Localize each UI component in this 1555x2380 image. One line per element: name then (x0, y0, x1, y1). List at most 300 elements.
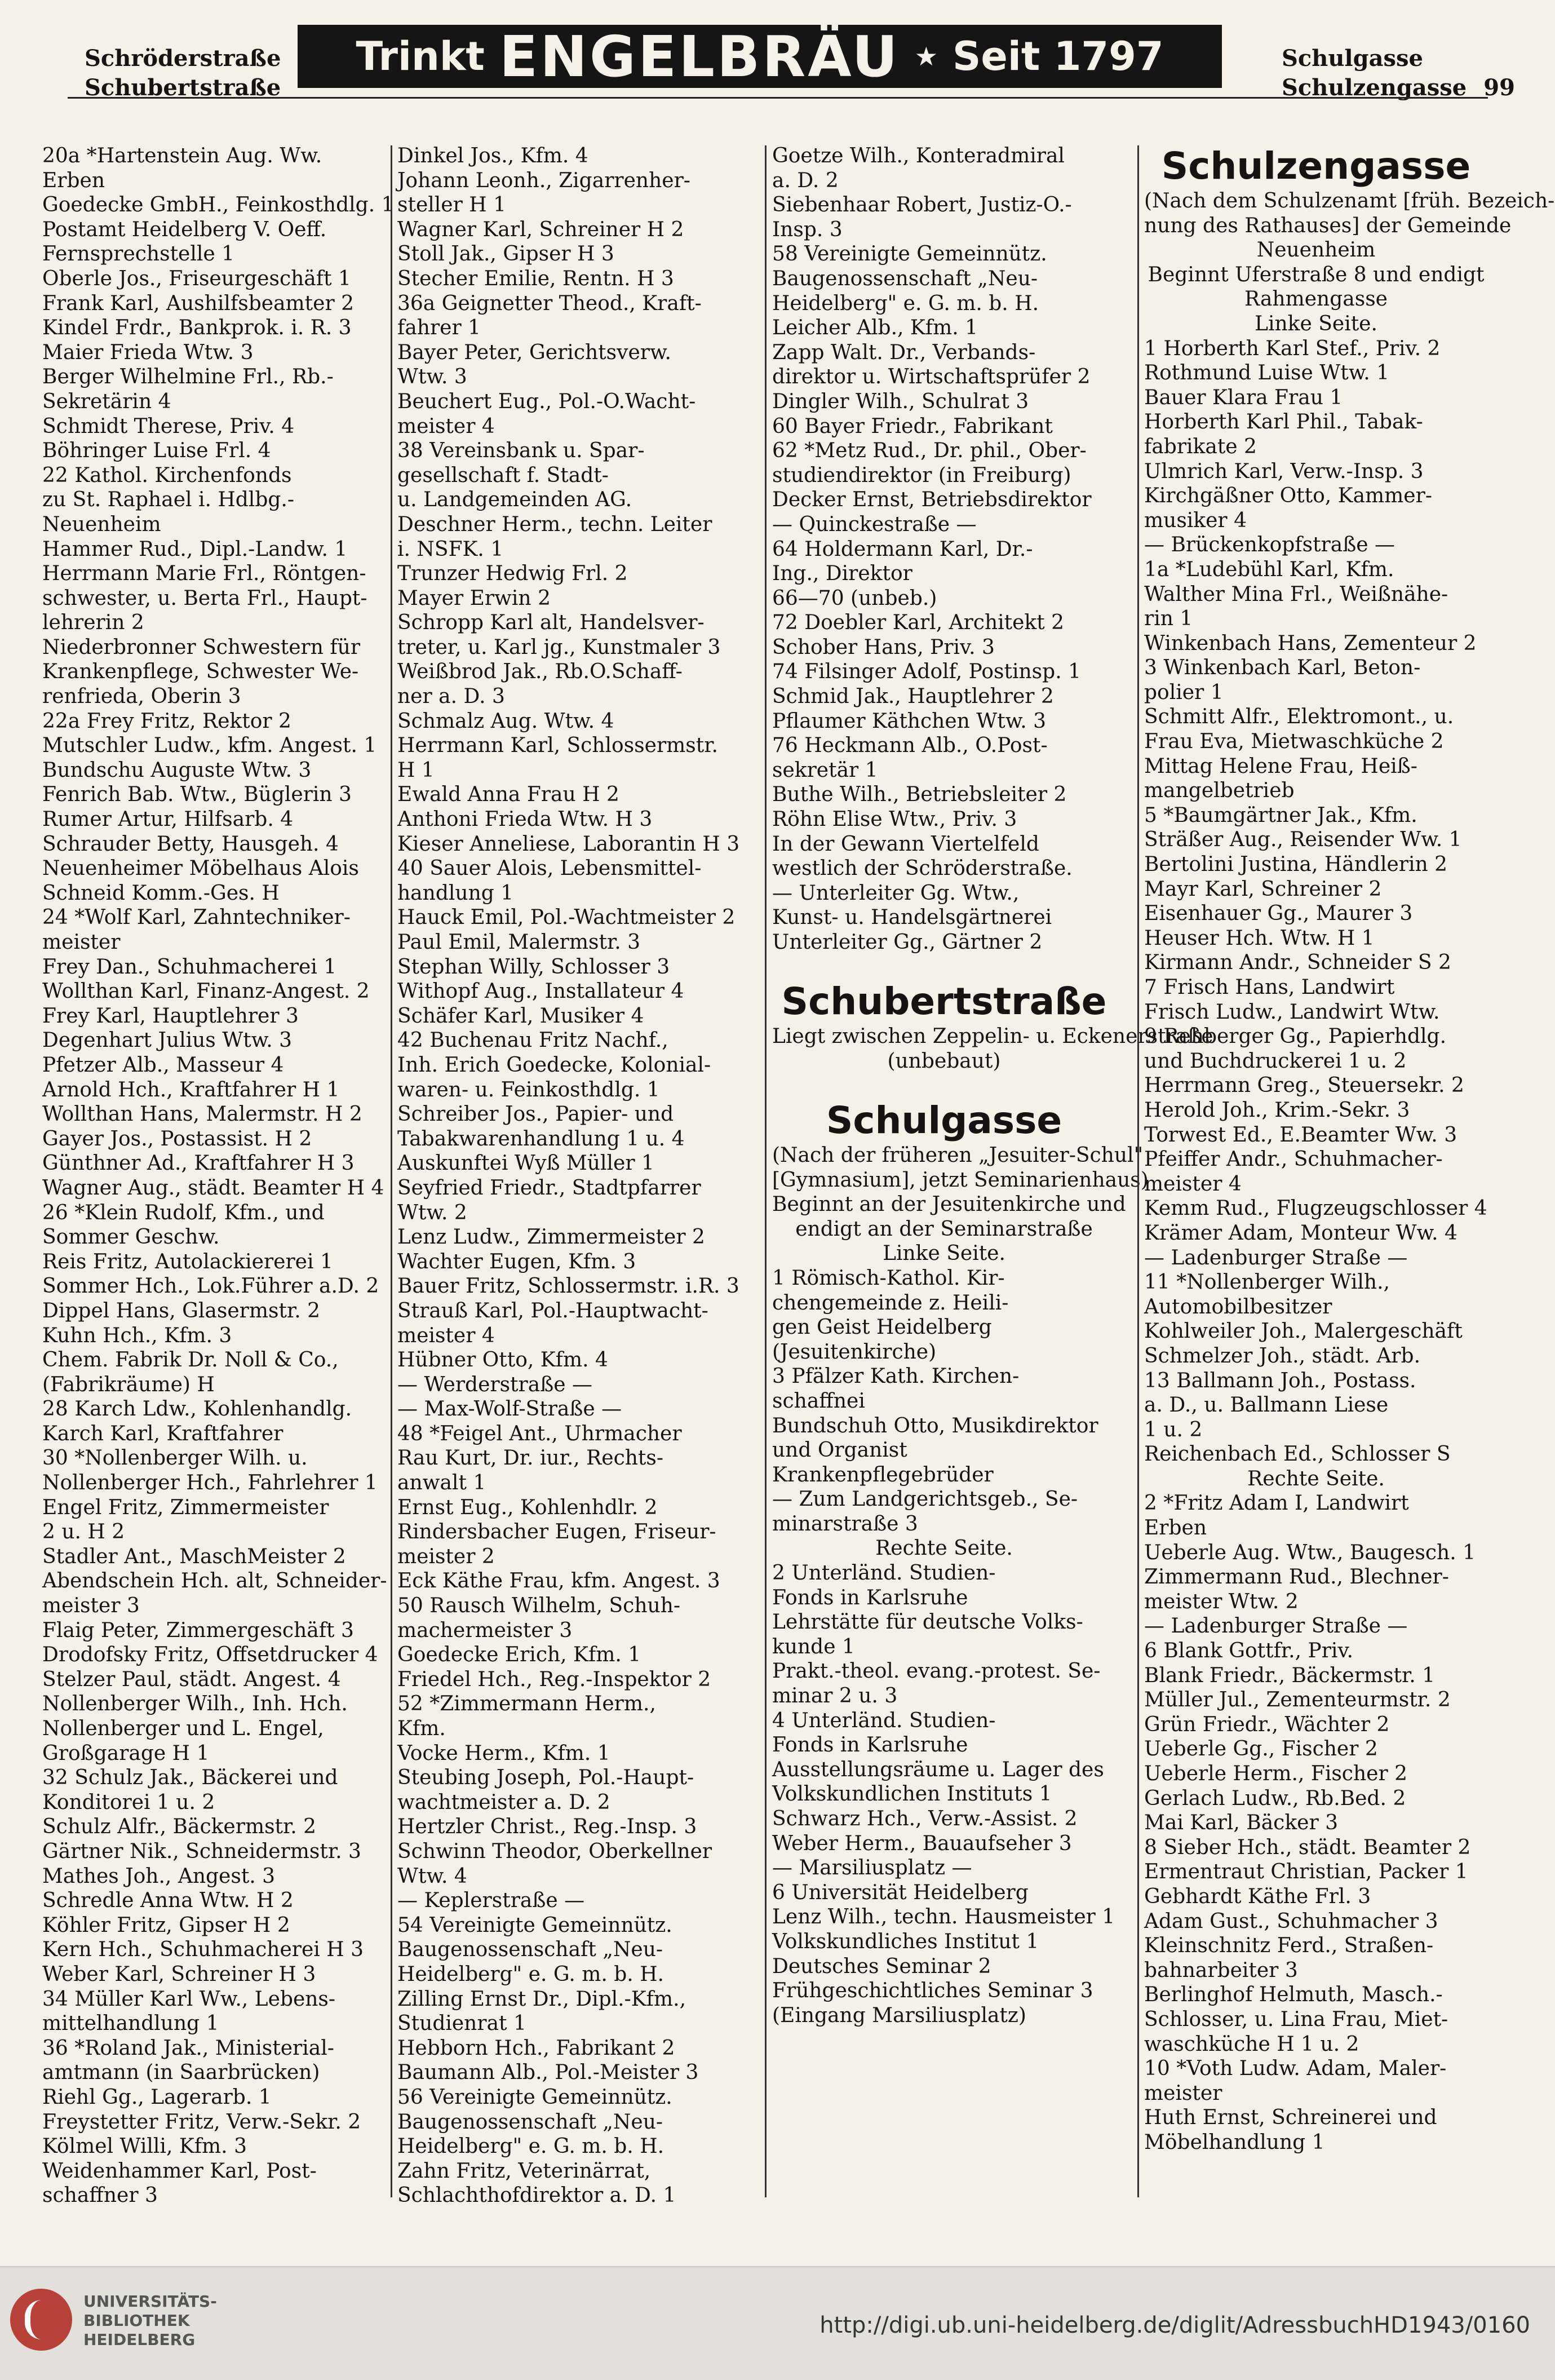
directory-entry: sekretär 1 (772, 758, 878, 782)
directory-entry: Reis Fritz, Autolackiererei 1 (42, 1250, 333, 1273)
directory-entry: Winkenbach Hans, Zementeur 2 (1144, 631, 1477, 655)
directory-entry: 54 Vereinigte Gemeinnütz. (397, 1913, 672, 1937)
directory-entry: Leicher Alb., Kfm. 1 (772, 316, 978, 340)
advertisement-banner (298, 25, 1222, 88)
directory-entry: (Eingang Marsiliusplatz) (772, 2003, 1026, 2027)
directory-entry: 20a *Hartenstein Aug. Ww. (42, 144, 322, 167)
directory-entry: Zahn Fritz, Veterinärrat, (397, 2159, 651, 2183)
directory-entry: bahnarbeiter 3 (1144, 1958, 1298, 1982)
directory-entry: Zimmermann Rud., Blechner- (1144, 1565, 1449, 1589)
directory-entry: Adam Gust., Schuhmacher 3 (1144, 1909, 1438, 1933)
directory-entry: Heidelberg" e. G. m. b. H. (397, 1962, 664, 1986)
directory-entry: Wtw. 3 (397, 365, 467, 389)
section-note: Liegt zwischen Zeppelin- u. Eckenerstraße (772, 1025, 1213, 1049)
directory-entry: Eck Käthe Frau, kfm. Angest. 3 (397, 1569, 720, 1593)
directory-entry: fahrer 1 (397, 316, 481, 340)
directory-entry: Röhn Elise Wtw., Priv. 3 (772, 808, 1017, 831)
directory-entry: Ermentraut Christian, Packer 1 (1144, 1860, 1468, 1884)
directory-entry: Fonds in Karlsruhe (772, 1733, 968, 1757)
directory-entry: 34 Müller Karl Ww., Lebens- (42, 1987, 336, 2011)
directory-entry (772, 955, 1116, 980)
directory-entry: Sommer Geschw. (42, 1226, 220, 1249)
directory-entry: 42 Buchenau Fritz Nachf., (397, 1029, 668, 1052)
directory-entry: a. D. 2 (772, 169, 839, 192)
running-header-left (85, 44, 281, 103)
directory-entry: renfrieda, Oberin 3 (42, 685, 241, 709)
directory-entry: Kohlweiler Joh., Malergeschäft (1144, 1320, 1463, 1343)
directory-entry: Hebborn Hch., Fabrikant 2 (397, 2036, 675, 2060)
directory-entry: Tabakwarenhandlung 1 u. 4 (397, 1127, 685, 1151)
directory-entry: 1a *Ludebühl Karl, Kfm. (1144, 558, 1394, 581)
directory-entry: Seyfried Friedr., Stadtpfarrer (397, 1176, 701, 1200)
directory-column-2 (397, 144, 741, 2208)
directory-entry: Pfeiffer Andr., Schuhmacher- (1144, 1148, 1443, 1171)
directory-entry: Studienrat 1 (397, 2012, 526, 2036)
directory-entry: mangelbetrieb (1144, 779, 1295, 803)
directory-entry: Herrmann Greg., Steuersekr. 2 (1144, 1074, 1464, 1098)
directory-entry: steller H 1 (397, 193, 506, 217)
directory-entry: handlung 1 (397, 881, 514, 905)
directory-entry: — Unterleiter Gg. Wtw., (772, 881, 1020, 905)
directory-entry: Strauß Karl, Pol.-Hauptwacht- (397, 1299, 708, 1322)
directory-entry: Goetze Wilh., Konteradmiral (772, 144, 1065, 167)
directory-entry: Goedecke Erich, Kfm. 1 (397, 1643, 641, 1667)
directory-entry: fabrikate 2 (1144, 435, 1257, 458)
directory-entry: treter, u. Karl jg., Kunstmaler 3 (397, 635, 721, 659)
directory-entry: Paul Emil, Malermstr. 3 (397, 931, 641, 954)
directory-entry: Stephan Willy, Schlosser 3 (397, 955, 670, 979)
directory-entry: Mai Karl, Bäcker 3 (1144, 1811, 1339, 1835)
directory-entry: Friedel Hch., Reg.-Inspektor 2 (397, 1667, 711, 1691)
directory-entry: Heidelberg" e. G. m. b. H. (772, 291, 1039, 315)
directory-entry: Hauck Emil, Pol.-Wachtmeister 2 (397, 906, 736, 930)
directory-entry: Rindersbacher Eugen, Friseur- (397, 1520, 716, 1544)
directory-entry: Ernst Eug., Kohlenhdlr. 2 (397, 1496, 658, 1519)
directory-entry: Weber Karl, Schreiner H 3 (42, 1962, 316, 1986)
directory-entry: Trunzer Hedwig Frl. 2 (397, 562, 628, 586)
directory-entry: direktor u. Wirtschaftsprüfer 2 (772, 365, 1091, 389)
section-note: Rechte Seite. (1247, 1467, 1385, 1490)
directory-entry: Niederbronner Schwestern für (42, 635, 361, 659)
directory-entry: waren- u. Feinkosthdlg. 1 (397, 1078, 660, 1101)
directory-entry: Siebenhaar Robert, Justiz-O.- (772, 193, 1072, 217)
directory-entry: Berger Wilhelmine Frl., Rb.- (42, 365, 334, 389)
directory-entry: Schlosser, u. Lina Frau, Miet- (1144, 2007, 1448, 2031)
section-note: [Gymnasium], jetzt Seminarienhaus) (772, 1168, 1149, 1192)
directory-entry: wachtmeister a. D. 2 (397, 1790, 610, 1814)
directory-entry: Volkskundlichen Instituts 1 (772, 1782, 1052, 1806)
directory-entry: Nollenberger Wilh., Inh. Hch. (42, 1692, 348, 1716)
directory-entry: In der Gewann Viertelfeld (772, 832, 1039, 856)
running-header-right (1282, 44, 1515, 103)
directory-entry: Automobilbesitzer (1144, 1295, 1332, 1319)
directory-entry: Lenz Wilh., techn. Hausmeister 1 (772, 1905, 1115, 1929)
directory-entry: 56 Vereinigte Gemeinnütz. (397, 2085, 672, 2109)
directory-entry: Erben (42, 169, 105, 192)
directory-entry: 24 *Wolf Karl, Zahntechniker- (42, 906, 351, 930)
directory-entry: Degenhart Julius Wtw. 3 (42, 1029, 293, 1052)
directory-entry: 3 Pfälzer Kath. Kirchen- (772, 1365, 1020, 1388)
directory-entry: 36a Geignetter Theod., Kraft- (397, 291, 702, 315)
directory-entry: meister 4 (397, 414, 495, 438)
directory-entry: Walther Mina Frl., Weißnähe- (1144, 582, 1448, 606)
directory-entry: 64 Holdermann Karl, Dr.- (772, 537, 1033, 561)
directory-entry: 4 Unterländ. Studien- (772, 1709, 996, 1732)
directory-entry: Decker Ernst, Betriebsdirektor (772, 488, 1092, 512)
directory-entry: Ing., Direktor (772, 562, 912, 586)
directory-entry: u. Landgemeinden AG. (397, 488, 632, 512)
directory-entry: 28 Karch Ldw., Kohlenhandlg. (42, 1397, 352, 1421)
permalink-url[interactable]: http://digi.ub.uni-heidelberg.de/diglit/AdressbuchHD1943/0160 (819, 2312, 1530, 2338)
directory-entry: 38 Vereinsbank u. Spar- (397, 439, 645, 463)
directory-entry: Chem. Fabrik Dr. Noll & Co., (42, 1348, 339, 1372)
header-rule (68, 97, 1488, 99)
directory-entry: 76 Heckmann Alb., O.Post- (772, 734, 1048, 758)
directory-entry: Kleinschnitz Ferd., Straßen- (1144, 1934, 1434, 1958)
directory-entry: Dippel Hans, Glasermstr. 2 (42, 1299, 320, 1322)
directory-entry: Pflaumer Käthchen Wtw. 3 (772, 709, 1047, 733)
directory-entry: Karch Karl, Kraftfahrer (42, 1422, 283, 1445)
header-street-2: Schubertstraße (85, 74, 281, 101)
directory-entry: Nollenberger Hch., Fahrlehrer 1 (42, 1471, 378, 1495)
directory-entry: Schulz Alfr., Bäckermstr. 2 (42, 1815, 317, 1839)
directory-entry: Schreiber Jos., Papier- und (397, 1103, 674, 1126)
directory-entry: Mutschler Ludw., kfm. Angest. 1 (42, 734, 377, 758)
directory-entry: Kieser Anneliese, Laborantin H 3 (397, 832, 740, 856)
directory-entry: Hammer Rud., Dipl.-Landw. 1 (42, 537, 348, 561)
directory-entry (772, 1073, 1116, 1098)
directory-entry: Kemm Rud., Flugzeugschlosser 4 (1144, 1197, 1487, 1220)
directory-entry: Rumer Artur, Hilfsarb. 4 (42, 808, 294, 831)
directory-entry: 50 Rausch Wilhelm, Schuh- (397, 1594, 681, 1618)
header-street-3: Schulgasse (1282, 45, 1423, 72)
section-note: Neuenheim (1256, 238, 1376, 262)
directory-entry: studiendirektor (in Freiburg) (772, 463, 1071, 487)
directory-entry: Schmidt Therese, Priv. 4 (42, 414, 295, 438)
directory-entry: 62 *Metz Rud., Dr. phil., Ober- (772, 439, 1087, 463)
directory-entry: Schlachthofdirektor a. D. 1 (397, 2184, 676, 2208)
directory-entry: Schmid Jak., Hauptlehrer 2 (772, 685, 1054, 709)
directory-entry: anwalt 1 (397, 1471, 486, 1495)
directory-entry: Fernsprechstelle 1 (42, 242, 235, 266)
directory-entry: Ueberle Aug. Wtw., Baugesch. 1 (1144, 1541, 1476, 1564)
directory-entry: — Werderstraße — (397, 1373, 592, 1396)
directory-entry: Böhringer Luise Frl. 4 (42, 439, 271, 463)
directory-entry: kunde 1 (772, 1635, 855, 1658)
directory-entry: 10 *Voth Ludw. Adam, Maler- (1144, 2057, 1447, 2081)
section-note: nung des Rathauses] der Gemeinde (1144, 214, 1512, 237)
directory-entry: Zilling Ernst Dr., Dipl.-Kfm., (397, 1987, 686, 2011)
library-name-line: UNIVERSITÄTS- (83, 2292, 217, 2311)
directory-entry: Prakt.-theol. evang.-protest. Se- (772, 1660, 1101, 1683)
directory-entry: Kern Hch., Schuhmacherei H 3 (42, 1938, 364, 1962)
directory-entry: 30 *Nollenberger Wilh. u. (42, 1446, 308, 1470)
directory-entry: Wollthan Hans, Malermstr. H 2 (42, 1103, 362, 1126)
directory-entry: Wachter Eugen, Kfm. 3 (397, 1250, 636, 1273)
directory-entry: Ausstellungsräume u. Lager des (772, 1758, 1104, 1781)
directory-entry: Bayer Peter, Gerichtsverw. (397, 340, 671, 364)
directory-entry: Frau Eva, Mietwaschküche 2 (1144, 730, 1444, 754)
library-footer (0, 2266, 1555, 2380)
directory-entry: Rothmund Luise Wtw. 1 (1144, 361, 1390, 385)
directory-entry: Weißbrod Jak., Rb.O.Schaff- (397, 660, 683, 684)
directory-entry: 2 u. H 2 (42, 1520, 125, 1544)
directory-entry: Deschner Herm., techn. Leiter (397, 512, 712, 536)
directory-entry: polier 1 (1144, 680, 1224, 704)
directory-entry: Gebhardt Käthe Frl. 3 (1144, 1884, 1371, 1908)
directory-entry: meister 4 (397, 1324, 495, 1347)
directory-entry: Neuenheimer Möbelhaus Alois (42, 857, 359, 881)
directory-entry: chengemeinde z. Heili- (772, 1291, 1009, 1315)
banner-trinkt: Trinkt (356, 33, 485, 79)
directory-entry: musiker 4 (1144, 508, 1247, 532)
directory-entry: Weber Herm., Bauaufseher 3 (772, 1832, 1072, 1855)
directory-entry: Kirmann Andr., Schneider S 2 (1144, 951, 1451, 975)
directory-entry: Unterleiter Gg., Gärtner 2 (772, 931, 1043, 954)
directory-entry: — Ladenburger Straße — (1144, 1246, 1408, 1269)
directory-entry: Weidenhammer Karl, Post- (42, 2159, 317, 2183)
directory-entry: Frey Dan., Schuhmacherei 1 (42, 955, 337, 979)
library-name (83, 2292, 217, 2350)
directory-entry: 9 Rehberger Gg., Papierhdlg. (1144, 1025, 1447, 1049)
section-note: (Nach dem Schulzenamt [früh. Bezeich- (1144, 189, 1555, 213)
directory-entry: Volkskundliches Institut 1 (772, 1930, 1039, 1953)
directory-entry: minarstraße 3 (772, 1512, 918, 1536)
directory-entry: Baugenossenschaft „Neu- (397, 2110, 663, 2134)
directory-entry: Torwest Ed., E.Beamter Ww. 3 (1144, 1123, 1457, 1147)
directory-entry: — Max-Wolf-Straße — (397, 1397, 622, 1421)
directory-entry: 7 Frisch Hans, Landwirt (1144, 976, 1395, 999)
directory-entry: 6 Blank Gottfr., Priv. (1144, 1639, 1353, 1663)
directory-entry: Dingler Wilh., Schulrat 3 (772, 390, 1029, 413)
directory-entry: 22a Frey Fritz, Rektor 2 (42, 709, 291, 733)
directory-entry: Lenz Ludw., Zimmermeister 2 (397, 1226, 705, 1249)
directory-entry: Drodofsky Fritz, Offsetdrucker 4 (42, 1643, 378, 1667)
header-street-1: Schröderstraße (85, 45, 281, 72)
star-icon: ★ (914, 41, 938, 72)
directory-entry: Reichenbach Ed., Schlosser S (1144, 1443, 1451, 1466)
directory-column-1 (42, 144, 395, 2208)
directory-entry: Flaig Peter, Zimmergeschäft 3 (42, 1618, 354, 1642)
directory-entry: 11 *Nollenberger Wilh., (1144, 1271, 1390, 1294)
directory-entry: Möbelhandlung 1 (1144, 2130, 1325, 2154)
directory-entry: Herold Joh., Krim.-Sekr. 3 (1144, 1098, 1410, 1122)
directory-entry: Frey Karl, Hauptlehrer 3 (42, 1004, 299, 1028)
directory-entry: Deutsches Seminar 2 (772, 1954, 991, 1978)
directory-entry: meister 4 (1144, 1172, 1242, 1196)
directory-entry: rin 1 (1144, 607, 1193, 631)
column-divider (391, 145, 392, 2197)
directory-entry: Erben (1144, 1516, 1207, 1540)
page-number: 99 (1483, 74, 1515, 101)
directory-entry: — Quinckestraße — (772, 512, 977, 536)
directory-entry: Kunst- u. Handelsgärtnerei (772, 906, 1052, 930)
directory-entry: meister 2 (397, 1545, 495, 1568)
directory-entry: Ewald Anna Frau H 2 (397, 783, 619, 807)
directory-entry: Grün Friedr., Wächter 2 (1144, 1713, 1390, 1736)
directory-entry: Bauer Fritz, Schlossermstr. i.R. 3 (397, 1275, 739, 1298)
directory-entry: Schneid Komm.-Ges. H (42, 881, 280, 905)
directory-entry: Kfm. (397, 1717, 446, 1740)
directory-entry: 1 Römisch-Kathol. Kir- (772, 1266, 1005, 1290)
directory-entry: Schrauder Betty, Hausgeh. 4 (42, 832, 339, 856)
banner-brand: ENGELBRÄU (499, 23, 900, 90)
directory-entry: gesellschaft f. Stadt- (397, 463, 609, 487)
directory-entry: 52 *Zimmermann Herm., (397, 1692, 656, 1716)
directory-entry: 58 Vereinigte Gemeinnütz. (772, 242, 1047, 266)
directory-entry: (Fabrikräume) H (42, 1373, 215, 1396)
directory-entry: meister (42, 931, 121, 954)
directory-entry: Großgarage H 1 (42, 1741, 210, 1765)
directory-entry: Ueberle Gg., Fischer 2 (1144, 1737, 1378, 1761)
directory-entry: Bertolini Justina, Händlerin 2 (1144, 853, 1448, 877)
directory-entry: Inh. Erich Goedecke, Kolonial- (397, 1053, 711, 1077)
directory-entry: 66—70 (unbeb.) (772, 586, 937, 610)
directory-entry: Bauer Klara Frau 1 (1144, 386, 1343, 409)
directory-entry: schwester, u. Berta Frl., Haupt- (42, 586, 367, 610)
directory-entry: und Organist (772, 1439, 907, 1462)
section-note: (Nach der früheren „Jesuiter-Schul" (772, 1143, 1144, 1167)
directory-entry: Kuhn Hch., Kfm. 3 (42, 1324, 232, 1347)
directory-entry: Insp. 3 (772, 218, 843, 241)
directory-entry: Baugenossenschaft „Neu- (397, 1938, 663, 1962)
directory-entry: Blank Friedr., Bäckermstr. 1 (1144, 1664, 1436, 1687)
street-heading: Schubertstraße (781, 980, 1107, 1024)
directory-entry: Dinkel Jos., Kfm. 4 (397, 144, 588, 167)
directory-entry: und Buchdruckerei 1 u. 2 (1144, 1049, 1407, 1073)
directory-entry: 1 u. 2 (1144, 1418, 1203, 1441)
directory-entry: Steubing Joseph, Pol.-Haupt- (397, 1766, 694, 1790)
directory-entry: 40 Sauer Alois, Lebensmittel- (397, 857, 702, 881)
directory-entry: Anthoni Frieda Wtw. H 3 (397, 808, 653, 831)
directory-entry: Beuchert Eug., Pol.-O.Wacht- (397, 390, 696, 413)
directory-entry: Mayr Karl, Schreiner 2 (1144, 877, 1382, 901)
directory-entry: Withopf Aug., Installateur 4 (397, 980, 684, 1003)
directory-entry: Berlinghof Helmuth, Masch.- (1144, 1983, 1443, 2007)
directory-entry: Günthner Ad., Kraftfahrer H 3 (42, 1152, 355, 1175)
directory-entry: westlich der Schröderstraße. (772, 857, 1073, 881)
directory-entry: Hertzler Christ., Reg.-Insp. 3 (397, 1815, 697, 1839)
directory-entry: Konditorei 1 u. 2 (42, 1790, 215, 1814)
section-note: (unbebaut) (887, 1049, 1001, 1073)
directory-entry: Hübner Otto, Kfm. 4 (397, 1348, 608, 1372)
directory-entry: 13 Ballmann Joh., Postass. (1144, 1369, 1416, 1392)
directory-entry: Fenrich Bab. Wtw., Büglerin 3 (42, 783, 352, 807)
directory-entry: Horberth Karl Phil., Tabak- (1144, 410, 1423, 434)
directory-entry: Gerlach Ludw., Rb.Bed. 2 (1144, 1786, 1406, 1810)
directory-entry: Heuser Hch. Wtw. H 1 (1144, 926, 1375, 950)
directory-entry: Baumann Alb., Pol.-Meister 3 (397, 2061, 699, 2085)
section-note: Rechte Seite. (875, 1537, 1013, 1560)
directory-entry: Fonds in Karlsruhe (772, 1586, 968, 1609)
directory-entry: minar 2 u. 3 (772, 1684, 898, 1708)
column-divider (1137, 145, 1139, 2197)
directory-entry: Stelzer Paul, städt. Angest. 4 (42, 1667, 341, 1691)
directory-entry: 22 Kathol. Kirchenfonds (42, 463, 292, 487)
directory-entry: — Keplerstraße — (397, 1889, 585, 1913)
section-note: Linke Seite. (883, 1242, 1005, 1266)
directory-entry: Wtw. 2 (397, 1201, 467, 1224)
directory-entry: Sekretärin 4 (42, 390, 171, 413)
directory-entry: Riehl Gg., Lagerarb. 1 (42, 2085, 272, 2109)
directory-entry: Auskunftei Wyß Müller 1 (397, 1152, 654, 1175)
directory-entry: Mayer Erwin 2 (397, 586, 551, 610)
directory-entry: Müller Jul., Zementeurmstr. 2 (1144, 1688, 1451, 1712)
directory-column-4 (1144, 144, 1555, 2155)
directory-entry: Herrmann Karl, Schlossermstr. (397, 734, 718, 758)
directory-entry: Sträßer Aug., Reisender Ww. 1 (1144, 828, 1462, 852)
directory-entry: Krankenpflege, Schwester We- (42, 660, 359, 684)
directory-entry: Pfetzer Alb., Masseur 4 (42, 1053, 284, 1077)
directory-entry: Schredle Anna Wtw. H 2 (42, 1889, 294, 1913)
directory-entry: Schropp Karl alt, Handelsver- (397, 611, 705, 635)
directory-entry: meister 3 (42, 1594, 140, 1618)
directory-entry: Krämer Adam, Monteur Ww. 4 (1144, 1221, 1457, 1245)
directory-entry: Vocke Herm., Kfm. 1 (397, 1741, 610, 1765)
section-note: endigt an der Seminarstraße (795, 1217, 1093, 1241)
directory-entry: Abendschein Hch. alt, Schneider- (42, 1569, 387, 1593)
directory-entry: 2 *Fritz Adam I, Landwirt (1144, 1492, 1409, 1515)
directory-entry: Neuenheim (42, 512, 161, 536)
directory-entry: Schäfer Karl, Musiker 4 (397, 1004, 644, 1028)
directory-entry: gen Geist Heidelberg (772, 1316, 992, 1339)
directory-entry: — Brückenkopfstraße — (1144, 533, 1395, 557)
directory-entry: Bundschuh Otto, Musikdirektor (772, 1414, 1098, 1437)
directory-entry: Schmitt Alfr., Elektromont., u. (1144, 705, 1454, 729)
directory-entry: Heidelberg" e. G. m. b. H. (397, 2135, 664, 2158)
directory-entry: 60 Bayer Friedr., Fabrikant (772, 414, 1053, 438)
directory-entry: 8 Sieber Hch., städt. Beamter 2 (1144, 1835, 1471, 1859)
section-note: Linke Seite. (1255, 312, 1377, 335)
directory-entry: Buthe Wilh., Betriebsleiter 2 (772, 783, 1067, 807)
directory-entry: Postamt Heidelberg V. Oeff. (42, 218, 327, 241)
directory-entry: Wagner Aug., städt. Beamter H 4 (42, 1176, 384, 1200)
library-name-line: BIBLIOTHEK (83, 2311, 190, 2330)
directory-entry: 2 Unterländ. Studien- (772, 1561, 996, 1585)
directory-entry: Sommer Hch., Lok.Führer a.D. 2 (42, 1275, 379, 1298)
directory-entry: 36 *Roland Jak., Ministerial- (42, 2036, 334, 2060)
directory-entry: Mittag Helene Frau, Heiß- (1144, 754, 1417, 778)
directory-entry: Ulmrich Karl, Verw.-Insp. 3 (1144, 459, 1424, 483)
directory-entry: meister Wtw. 2 (1144, 1590, 1299, 1613)
directory-entry: Lehrstätte für deutsche Volks- (772, 1611, 1083, 1634)
directory-entry: Gayer Jos., Postassist. H 2 (42, 1127, 312, 1151)
banner-since: Seit 1797 (953, 33, 1164, 79)
directory-entry: Oberle Jos., Friseurgeschäft 1 (42, 267, 351, 290)
directory-entry: 32 Schulz Jak., Bäckerei und (42, 1766, 338, 1790)
directory-entry: meister (1144, 2081, 1222, 2105)
header-street-4: Schulzengasse (1282, 74, 1467, 101)
directory-entry: waschküche H 1 u. 2 (1144, 2032, 1359, 2056)
street-heading: Schulzengasse (1161, 144, 1471, 188)
directory-entry: Rau Kurt, Dr. iur., Rechts- (397, 1446, 664, 1470)
directory-entry: 74 Filsinger Adolf, Postinsp. 1 (772, 660, 1081, 684)
directory-entry: Kirchgäßner Otto, Kammer- (1144, 484, 1432, 508)
directory-entry: Schober Hans, Priv. 3 (772, 635, 995, 659)
directory-entry: — Ladenburger Straße — (1144, 1614, 1408, 1638)
directory-entry: zu St. Raphael i. Hdlbg.- (42, 488, 295, 512)
directory-entry: Goedecke GmbH., Feinkosthdlg. 1 (42, 193, 395, 217)
directory-entry: a. D., u. Ballmann Liese (1144, 1394, 1389, 1417)
directory-entry: mittelhandlung 1 (42, 2012, 219, 2036)
directory-entry: schaffner 3 (42, 2184, 158, 2208)
directory-entry: 72 Doebler Karl, Architekt 2 (772, 611, 1065, 635)
directory-entry: Herrmann Marie Frl., Röntgen- (42, 562, 366, 586)
directory-entry: Schmalz Aug. Wtw. 4 (397, 709, 614, 733)
directory-entry: Wollthan Karl, Finanz-Angest. 2 (42, 980, 370, 1003)
directory-entry: Ueberle Herm., Fischer 2 (1144, 1762, 1408, 1785)
directory-entry: Schmelzer Joh., städt. Arb. (1144, 1344, 1421, 1368)
